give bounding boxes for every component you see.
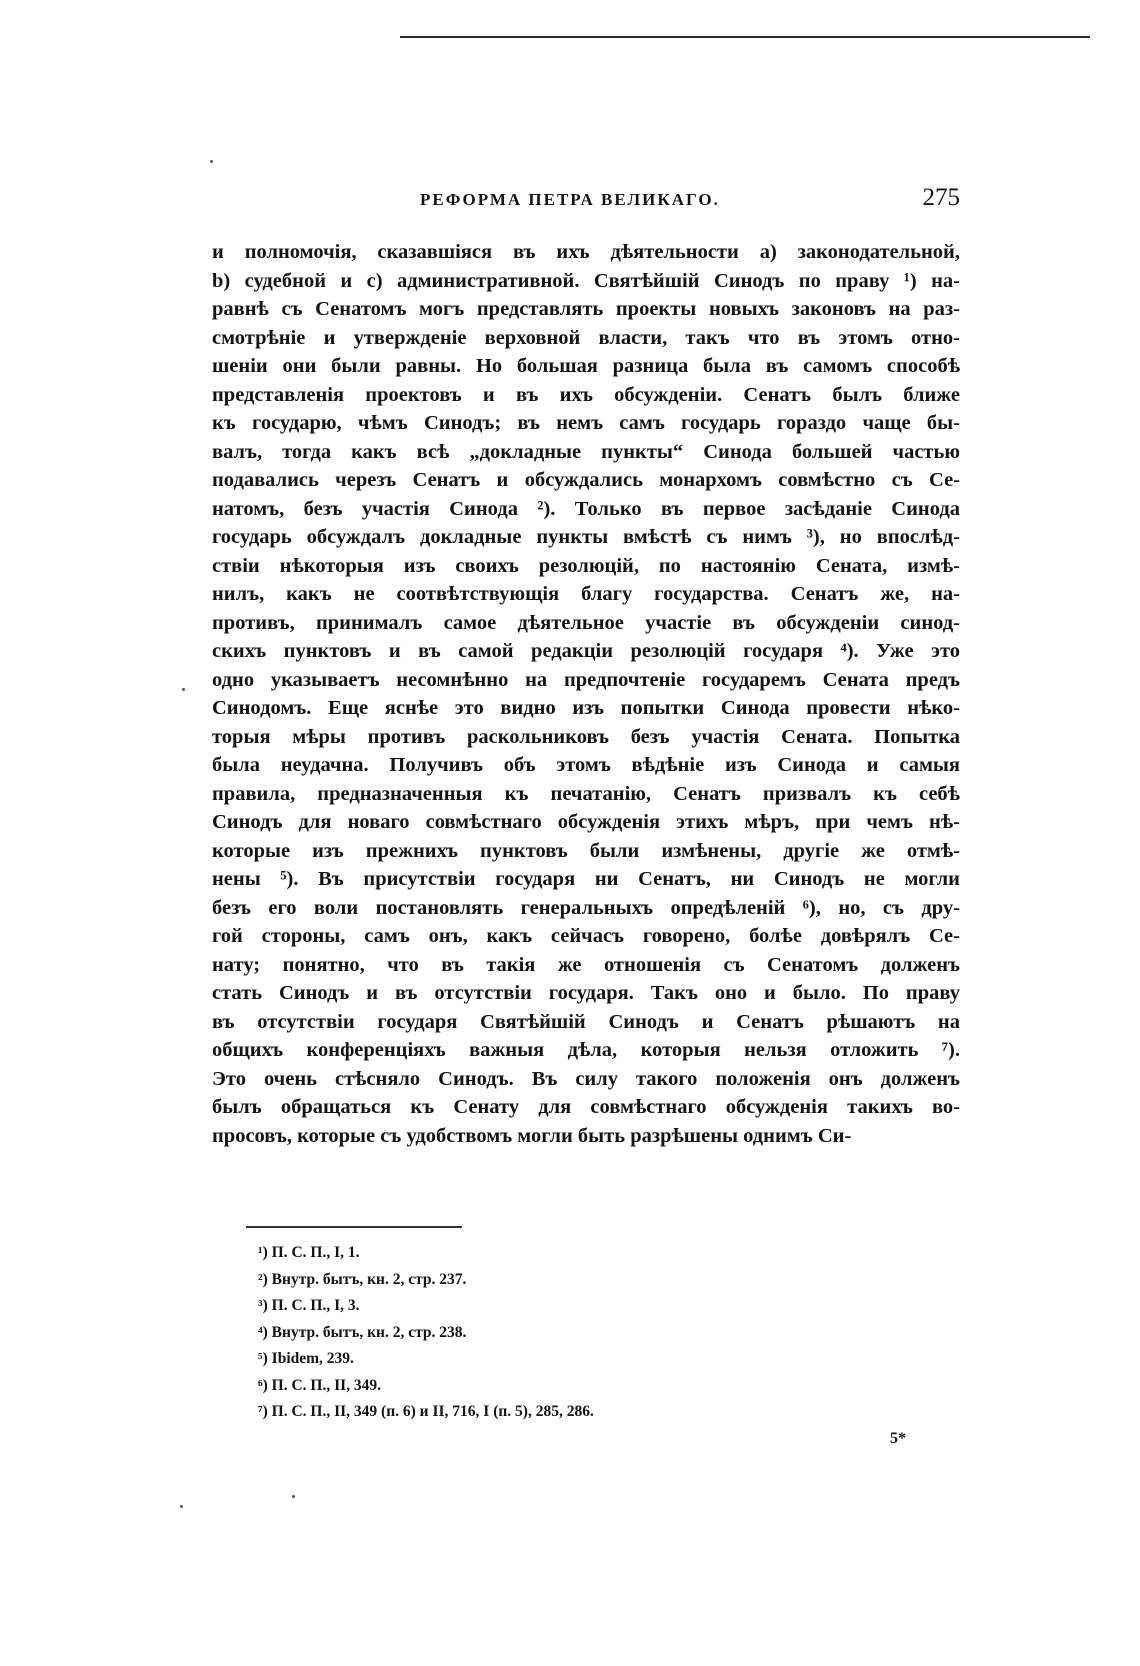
text-line: подавались черезъ Сенатъ и обсуждались монархомъ совмѣстно съ Се- xyxy=(212,469,960,491)
running-title: РЕФОРМА ПЕТРА ВЕЛИКАГО. xyxy=(420,190,720,209)
text-line: была неудачна. Получивъ объ этомъ вѣдѣніе изъ Синода и самыя xyxy=(212,754,960,776)
text-line: скихъ пунктовъ и въ самой редакціи резолюцій государя ⁴). Уже это xyxy=(212,640,960,662)
footnote: ³) П. С. П., I, 3. xyxy=(258,1297,360,1314)
scan-speck xyxy=(182,688,185,691)
scan-speck xyxy=(180,1505,183,1508)
text-line: шеніи они были равны. Но большая разница была въ самомъ способѣ xyxy=(212,355,960,377)
text-line: нены ⁵). Въ присутствіи государя ни Сенатъ, ни Синодъ не могли xyxy=(212,868,960,890)
signature-mark: 5* xyxy=(890,1430,906,1447)
text-line: Синодъ для новаго совмѣстнаго обсужденія этихъ мѣръ, при чемъ нѣ- xyxy=(212,811,960,833)
text-line: смотрѣніе и утвержденіе верховной власти, такъ что въ этомъ отно- xyxy=(212,326,960,349)
text-line: государь обсуждалъ докладные пункты вмѣстѣ съ нимъ ³), но впослѣд- xyxy=(212,526,960,548)
top-rule xyxy=(400,36,1090,38)
text-line: былъ обращаться къ Сенату для совмѣстнаго обсужденія такихъ во- xyxy=(212,1096,960,1118)
text-line: противъ, принималъ самое дѣятельное участіе въ обсужденіи синод- xyxy=(212,611,960,634)
text-line: равнѣ съ Сенатомъ могъ представлять проекты новыхъ законовъ на раз- xyxy=(212,298,960,320)
page-header xyxy=(420,186,960,216)
text-line: торыя мѣры противъ раскольниковъ безъ участія Сената. Попытка xyxy=(212,725,960,748)
text-line: натомъ, безъ участія Синода ²). Только въ первое засѣданіе Синода xyxy=(212,497,960,520)
footnote: ¹) П. С. П., I, 1. xyxy=(258,1244,360,1261)
text-line: гой стороны, самъ онъ, какъ сейчасъ говорено, болѣе довѣрялъ Се- xyxy=(212,925,960,947)
footnote: ⁵) Ibidem, 239. xyxy=(258,1350,354,1367)
text-line: правила, предназначенныя къ печатанію, Сенатъ призвалъ къ себѣ xyxy=(212,782,960,805)
text-line: ствіи нѣкоторыя изъ своихъ резолюцій, по настоянію Сената, измѣ- xyxy=(212,554,960,577)
text-line: нилъ, какъ не соотвѣтствующія благу государства. Сенатъ же, на- xyxy=(212,583,960,605)
text-line: которые изъ прежнихъ пунктовъ были измѣнены, другіе же отмѣ- xyxy=(212,839,960,862)
text-line: представленія проектовъ и въ ихъ обсужденіи. Сенатъ былъ ближе xyxy=(212,383,960,406)
scan-speck xyxy=(210,160,213,163)
footnote: ⁶) П. С. П., II, 349. xyxy=(258,1376,382,1394)
footnotes xyxy=(258,1240,878,1426)
text-line: нату; понятно, что въ такія же отношенія съ Сенатомъ долженъ xyxy=(212,953,960,976)
footnote: ²) Внутр. бытъ, кн. 2, стр. 237. xyxy=(258,1270,467,1288)
footnote: ⁷) П. С. П., II, 349 (п. 6) и II, 716, I (п. 5), 285, 286. xyxy=(258,1403,594,1420)
footnote-rule xyxy=(246,1226,462,1228)
text-line: Синодомъ. Еще яснѣе это видно изъ попытки Синода провести нѣко- xyxy=(212,697,960,719)
text-line: валъ, тогда какъ всѣ „докладные пункты“ Синода большей частью xyxy=(212,440,960,463)
text-line: стать Синодъ и въ отсутствіи государя. Такъ оно и было. По праву xyxy=(212,982,960,1004)
footnote: ⁴) Внутр. бытъ, кн. 2, стр. 238. xyxy=(258,1323,467,1341)
page-number: 275 xyxy=(922,184,960,211)
scan-speck xyxy=(292,1495,295,1498)
text-line: Это очень стѣсняло Синодъ. Въ силу такого положенія онъ долженъ xyxy=(212,1067,960,1090)
text-line: къ государю, чѣмъ Синодъ; въ немъ самъ государь гораздо чаще бы- xyxy=(212,412,960,434)
text-line: и полномочія, сказавшіяся въ ихъ дѣятельности a) законодательной, xyxy=(212,241,960,263)
body-text xyxy=(212,238,960,1150)
text-line: одно указываетъ несомнѣнно на предпочтеніе государемъ Сената предъ xyxy=(212,668,960,691)
text-line: общихъ конференціяхъ важныя дѣла, которыя нельзя отложить ⁷). xyxy=(212,1039,960,1061)
text-line: b) судебной и c) административной. Святѣйшій Синодъ по праву ¹) на- xyxy=(212,269,960,292)
text-line: въ отсутствіи государя Святѣйшій Синодъ и Сенатъ рѣшаютъ на xyxy=(212,1010,960,1033)
text-line: просовъ, которые съ удобствомъ могли быть разрѣшены однимъ Си- xyxy=(212,1124,852,1147)
text-line: безъ его воли постановлять генеральныхъ опредѣленій ⁶), но, съ дру- xyxy=(212,896,960,919)
